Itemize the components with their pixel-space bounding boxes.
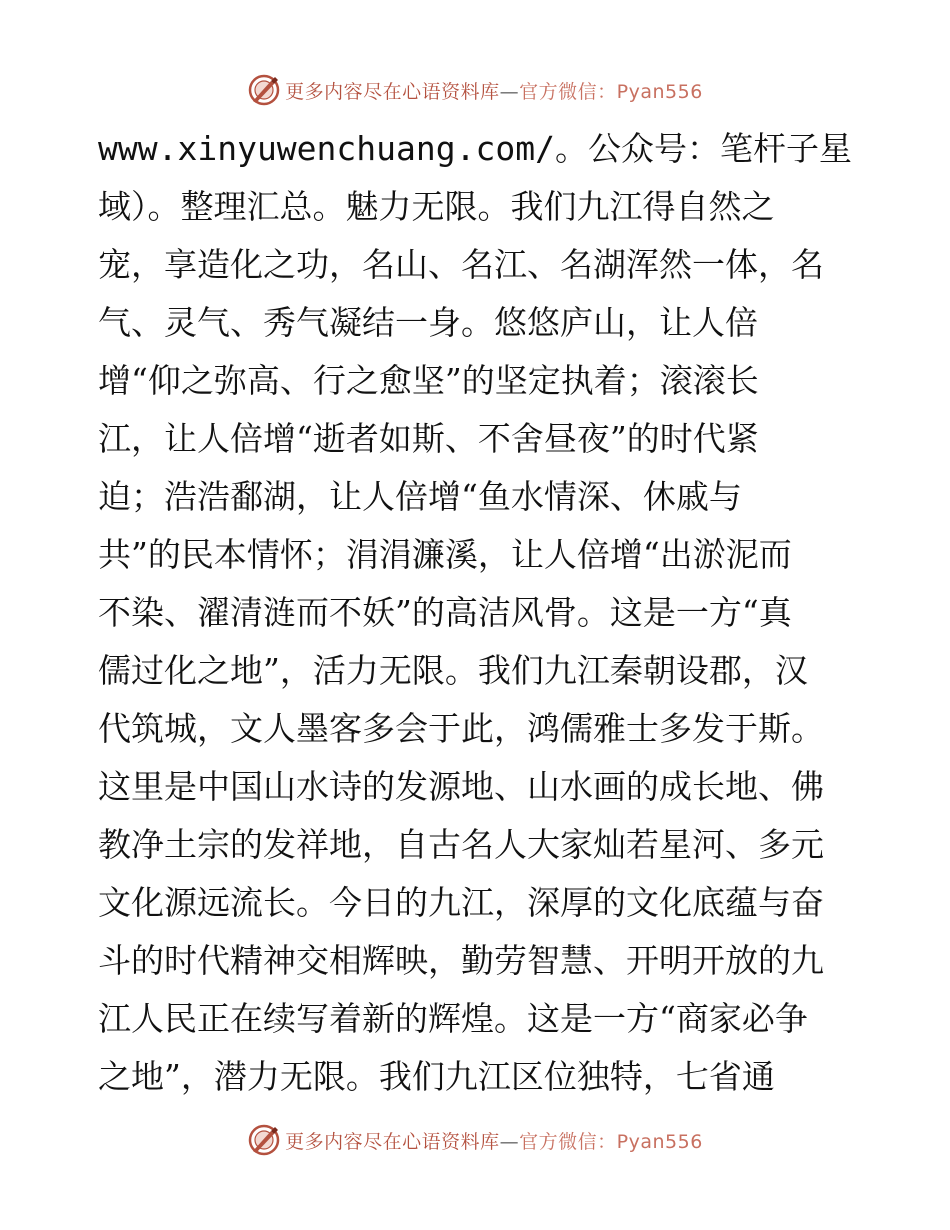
pen-logo-icon [247, 73, 281, 107]
text-line: 气、灵气、秀气凝结一身。悠悠庐山，让人倍 [98, 303, 758, 342]
text-line: 代筑城，文人墨客多会于此，鸿儒雅士多发于斯。 [98, 709, 824, 748]
text-line: 儒过化之地”，活力无限。我们九江秦朝设郡，汉 [98, 651, 808, 690]
text-line: 文化源远流长。今日的九江，深厚的文化底蕴与奋 [98, 883, 824, 922]
text-line: 教净土宗的发祥地，自古名人大家灿若星河、多元 [98, 825, 824, 864]
document-body [98, 120, 858, 1106]
pen-logo-icon [247, 1123, 281, 1157]
header-banner [0, 70, 950, 110]
text-line: 这里是中国山水诗的发源地、山水画的成长地、佛 [98, 767, 824, 806]
text-line: 迫；浩浩鄱湖，让人倍增“鱼水情深、休戚与 [98, 477, 742, 516]
footer-dash: — [499, 1130, 520, 1153]
text-line: 不染、濯清涟而不妖”的高洁风骨。这是一方“真 [98, 593, 792, 632]
footer-wechat: 官方微信：Pyan556 [519, 1130, 703, 1153]
text-line: 增“仰之弥高、行之愈坚”的坚定执着；滚滚长 [98, 361, 759, 400]
text-line: 之地”，潜力无限。我们九江区位独特，七省通 [98, 1057, 775, 1096]
text-line: 域）。整理汇总。魅力无限。我们九江得自然之 [98, 187, 775, 226]
footer-text [285, 1127, 703, 1154]
header-brand: 更多内容尽在心语资料库 [285, 80, 500, 103]
header-text [285, 77, 703, 104]
text-line: 江人民正在续写着新的辉煌。这是一方“商家必争 [98, 999, 808, 1038]
footer-brand: 更多内容尽在心语资料库 [285, 1130, 500, 1153]
text-line: 宠，享造化之功，名山、名江、名湖浑然一体，名 [98, 245, 824, 284]
header-wechat: 官方微信：Pyan556 [519, 80, 703, 103]
text-line: 共”的民本情怀；涓涓濂溪，让人倍增“出淤泥而 [98, 535, 792, 574]
footer-banner [0, 1120, 950, 1160]
text-line: 江，让人倍增“逝者如斯、不舍昼夜”的时代紧 [98, 419, 759, 458]
header-dash: — [499, 80, 520, 103]
text-line: www.xinyuwenchuang.com/。公众号：笔杆子星 [98, 129, 852, 168]
text-line: 斗的时代精神交相辉映，勤劳智慧、开明开放的九 [98, 941, 824, 980]
